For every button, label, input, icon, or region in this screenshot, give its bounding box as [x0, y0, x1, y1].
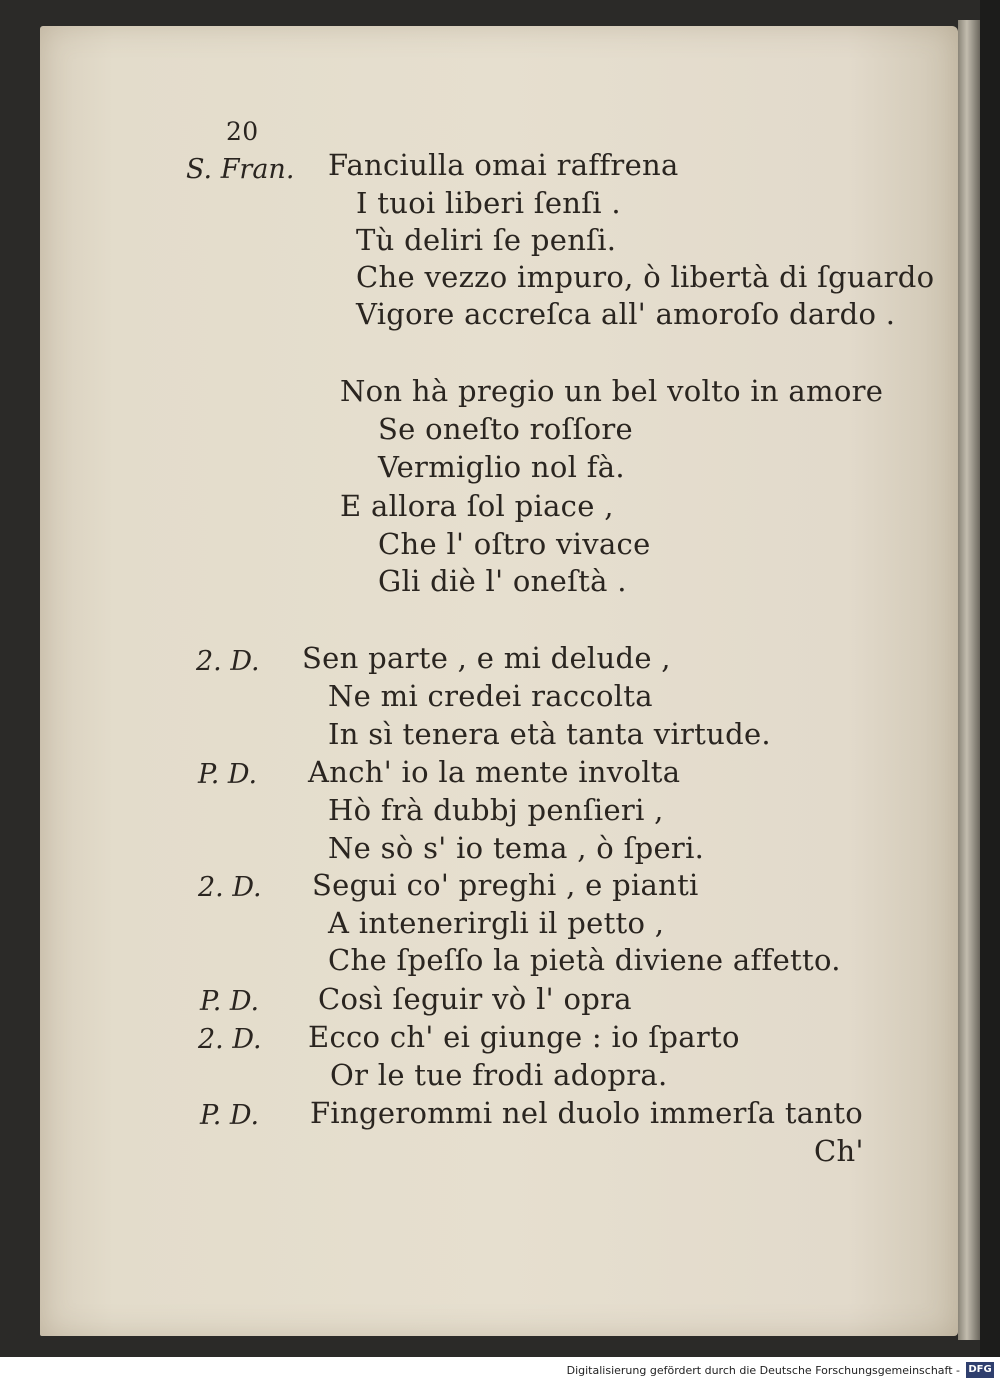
verse-line: Che ſpeſſo la pietà diviene affetto. [328, 943, 841, 977]
verse-line: Ne sò s' io tema , ò ſperi. [328, 831, 705, 865]
book-spine [958, 20, 980, 1340]
speaker-label: 2. D. [196, 646, 260, 677]
footer-credit: Digitalisierung gefördert durch die Deutsche Forschungsgemeinschaft - [566, 1364, 960, 1377]
verse-line: Fanciulla omai raffrena [328, 148, 679, 182]
footer-bar [0, 1357, 1000, 1385]
verse-line: Or le tue frodi adopra. [330, 1058, 668, 1092]
verse-line: Ecco ch' ei giunge : io ſparto [308, 1020, 740, 1054]
speaker-label: 2. D. [198, 1024, 262, 1055]
verse-line: Anch' io la mente involta [308, 755, 681, 789]
verse-line: Così ſeguir vò l' opra [318, 982, 632, 1016]
dfg-logo: DFG [966, 1362, 994, 1378]
verse-line: Tù deliri ſe penſi. [356, 223, 617, 257]
verse-line: A intenerirgli il petto , [328, 906, 665, 940]
speaker-label: P. D. [200, 986, 260, 1017]
verse-line: I tuoi liberi ſenſi . [356, 186, 621, 220]
verse-line: Fingerommi nel duolo immerſa tanto [310, 1096, 864, 1130]
speaker-label: S. Fran. [186, 154, 295, 185]
aria-line: Gli diè l' oneſtà . [378, 564, 627, 598]
aria-line: Non hà pregio un bel volto in amore [340, 374, 884, 408]
speaker-label: P. D. [200, 1100, 260, 1131]
page-number: 20 [226, 117, 259, 146]
speaker-label: 2. D. [198, 872, 262, 903]
aria-line: Vermiglio nol fà. [378, 450, 625, 484]
verse-line: Hò frà dubbj penſieri , [328, 793, 664, 827]
verse-line: Segui co' preghi , e pianti [312, 868, 699, 902]
aria-line: Se oneſto roſſore [378, 412, 633, 446]
aria-line: Che l' oſtro vivace [378, 527, 651, 561]
verse-line: In sì tenera età tanta virtude. [328, 717, 771, 751]
catchword: Ch' [814, 1134, 864, 1168]
verse-line: Vigore accreſca all' amoroſo dardo . [356, 297, 896, 331]
book-edge [980, 0, 1000, 1357]
verse-line: Ne mi credei raccolta [328, 679, 653, 713]
verse-line: Che vezzo impuro, ò libertà di ſguardo [356, 260, 935, 294]
speaker-label: P. D. [198, 759, 258, 790]
aria-line: E allora ſol piace , [340, 489, 614, 523]
verse-line: Sen parte , e mi delude , [302, 641, 671, 675]
